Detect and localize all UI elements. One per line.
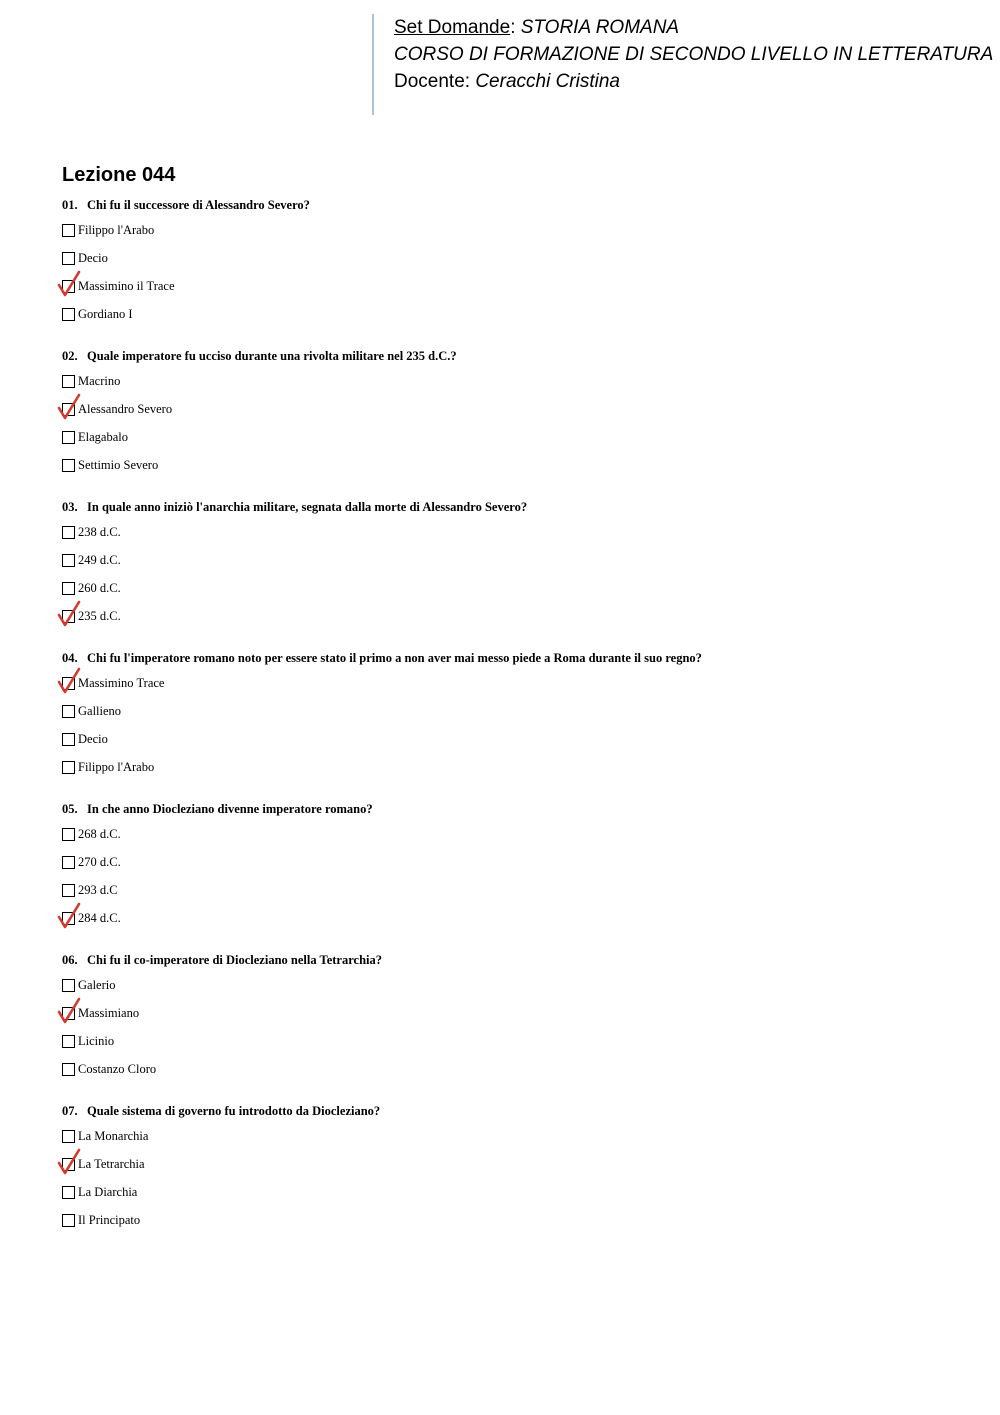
question-block — [62, 1102, 962, 1253]
question-label: In che anno Diocleziano divenne imperatore romano? — [87, 802, 373, 816]
question-block — [62, 498, 962, 649]
teacher-label: Docente: — [394, 71, 476, 92]
question-number: 06. — [62, 953, 78, 967]
answer-option[interactable] — [62, 608, 962, 636]
answer-option[interactable] — [62, 524, 962, 552]
option-label: 270 d.C. — [78, 855, 121, 869]
question-number: 07. — [62, 1104, 78, 1118]
checkbox[interactable] — [62, 856, 75, 869]
option-label: Licinio — [78, 1034, 115, 1048]
option-label: Gordiano I — [78, 307, 133, 321]
question-text — [62, 951, 962, 971]
option-label: Il Principato — [78, 1213, 141, 1227]
option-label: La Monarchia — [78, 1129, 149, 1143]
checkbox[interactable] — [62, 224, 75, 237]
checkbox[interactable] — [62, 1063, 75, 1076]
question-text — [62, 347, 962, 367]
checkbox[interactable] — [62, 761, 75, 774]
option-label: Filippo l'Arabo — [78, 223, 155, 237]
checkbox[interactable] — [62, 705, 75, 718]
question-block — [62, 800, 962, 951]
question-block — [62, 196, 962, 347]
option-label: 238 d.C. — [78, 525, 121, 539]
question-list — [62, 196, 962, 1253]
option-label: 268 d.C. — [78, 827, 121, 841]
checkbox[interactable] — [62, 280, 75, 293]
question-text — [62, 196, 962, 216]
option-label: Galerio — [78, 978, 116, 992]
checkbox[interactable] — [62, 554, 75, 567]
option-label: Alessandro Severo — [78, 402, 173, 416]
answer-option[interactable] — [62, 373, 962, 401]
checkbox[interactable] — [62, 308, 75, 321]
question-text — [62, 1102, 962, 1122]
option-label: Massimino Trace — [78, 676, 165, 690]
checkbox[interactable] — [62, 912, 75, 925]
question-number: 03. — [62, 500, 78, 514]
option-label: 284 d.C. — [78, 911, 121, 925]
question-label: Chi fu l'imperatore romano noto per essere stato il primo a non aver mai messo piede a Roma durante il suo regno? — [87, 651, 702, 665]
question-number: 02. — [62, 349, 78, 363]
checkbox[interactable] — [62, 459, 75, 472]
answer-option[interactable] — [62, 222, 962, 250]
question-block — [62, 951, 962, 1102]
option-label: La Diarchia — [78, 1185, 138, 1199]
question-label: Quale imperatore fu ucciso durante una rivolta militare nel 235 d.C.? — [87, 349, 457, 363]
question-text — [62, 800, 962, 820]
document-header — [372, 14, 993, 115]
answer-option[interactable] — [62, 306, 962, 334]
set-separator: : — [510, 17, 521, 38]
answer-option[interactable] — [62, 552, 962, 580]
checkbox[interactable] — [62, 1007, 75, 1020]
answer-option[interactable] — [62, 826, 962, 854]
set-value: STORIA ROMANA — [520, 17, 680, 38]
option-label: Elagabalo — [78, 430, 128, 444]
option-label: Massimino il Trace — [78, 279, 175, 293]
checkbox[interactable] — [62, 431, 75, 444]
course-title: CORSO DI FORMAZIONE DI SECONDO LIVELLO IN LETTERATURA — [394, 44, 994, 65]
option-label: Costanzo Cloro — [78, 1062, 157, 1076]
answer-option[interactable] — [62, 1061, 962, 1089]
answer-option[interactable] — [62, 1212, 962, 1240]
option-label: 260 d.C. — [78, 581, 121, 595]
checkbox[interactable] — [62, 1214, 75, 1227]
checkbox[interactable] — [62, 733, 75, 746]
answer-option[interactable] — [62, 457, 962, 485]
question-text — [62, 649, 962, 669]
option-label: Massimiano — [78, 1006, 140, 1020]
checkbox[interactable] — [62, 582, 75, 595]
question-block — [62, 649, 962, 800]
checkbox[interactable] — [62, 1158, 75, 1171]
answer-option[interactable] — [62, 401, 962, 429]
checkbox[interactable] — [62, 828, 75, 841]
checkbox[interactable] — [62, 403, 75, 416]
answer-option[interactable] — [62, 675, 962, 703]
answer-option[interactable] — [62, 854, 962, 882]
teacher-name: Ceracchi Cristina — [475, 71, 620, 92]
option-label: Macrino — [78, 374, 121, 388]
answer-option[interactable] — [62, 250, 962, 278]
answer-option[interactable] — [62, 910, 962, 938]
checkbox[interactable] — [62, 677, 75, 690]
question-number: 05. — [62, 802, 78, 816]
option-label: 293 d.C — [78, 883, 118, 897]
option-label: Filippo l'Arabo — [78, 760, 155, 774]
question-label: Chi fu il co-imperatore di Diocleziano nella Tetrarchia? — [87, 953, 382, 967]
question-label: Chi fu il successore di Alessandro Severo? — [87, 198, 310, 212]
answer-option[interactable] — [62, 1128, 962, 1156]
set-label: Set Domande — [394, 17, 511, 38]
answer-option[interactable] — [62, 1156, 962, 1184]
question-label: Quale sistema di governo fu introdotto da Diocleziano? — [87, 1104, 381, 1118]
checkbox[interactable] — [62, 1130, 75, 1143]
checkbox[interactable] — [62, 375, 75, 388]
checkbox[interactable] — [62, 1186, 75, 1199]
answer-option[interactable] — [62, 429, 962, 457]
checkbox[interactable] — [62, 1035, 75, 1048]
answer-option[interactable] — [62, 731, 962, 759]
question-number: 01. — [62, 198, 78, 212]
question-label: In quale anno iniziò l'anarchia militare, segnata dalla morte di Alessandro Severo? — [87, 500, 528, 514]
answer-option[interactable] — [62, 977, 962, 1005]
checkbox[interactable] — [62, 526, 75, 539]
option-label: 235 d.C. — [78, 609, 121, 623]
answer-option[interactable] — [62, 759, 962, 787]
lesson-title: Lezione 044 — [62, 164, 176, 186]
question-block — [62, 347, 962, 498]
checkbox[interactable] — [62, 979, 75, 992]
set-line — [394, 14, 993, 41]
answer-option[interactable] — [62, 703, 962, 731]
checkbox[interactable] — [62, 610, 75, 623]
checkbox[interactable] — [62, 884, 75, 897]
option-label: Decio — [78, 251, 108, 265]
answer-option[interactable] — [62, 1184, 962, 1212]
question-text — [62, 498, 962, 518]
option-label: Settimio Severo — [78, 458, 159, 472]
option-label: 249 d.C. — [78, 553, 121, 567]
teacher-line — [394, 68, 993, 95]
option-label: Decio — [78, 732, 108, 746]
option-label: La Tetrarchia — [78, 1157, 145, 1171]
checkbox[interactable] — [62, 252, 75, 265]
answer-option[interactable] — [62, 580, 962, 608]
answer-option[interactable] — [62, 882, 962, 910]
answer-option[interactable] — [62, 1033, 962, 1061]
answer-option[interactable] — [62, 1005, 962, 1033]
question-number: 04. — [62, 651, 78, 665]
option-label: Gallieno — [78, 704, 122, 718]
answer-option[interactable] — [62, 278, 962, 306]
